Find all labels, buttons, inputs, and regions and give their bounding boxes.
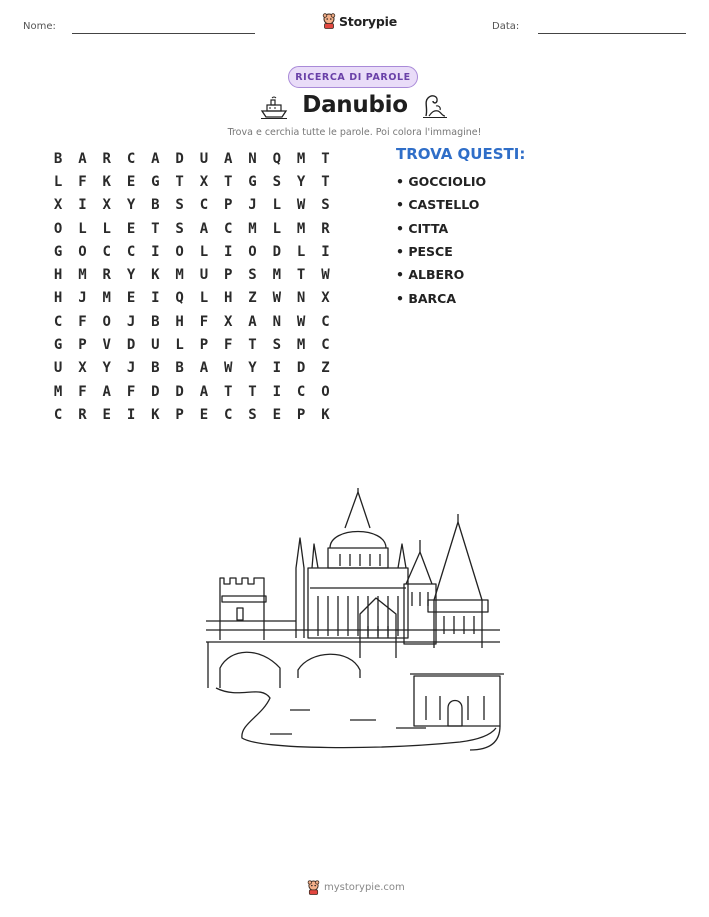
grid-cell: G bbox=[151, 173, 160, 190]
grid-cell: L bbox=[199, 243, 209, 260]
grid-cell: A bbox=[78, 150, 87, 167]
word-list-item: • CASTELLO bbox=[396, 197, 480, 213]
grid-cell: J bbox=[78, 290, 87, 307]
grid-cell: N bbox=[272, 313, 282, 330]
grid-row bbox=[46, 147, 338, 170]
grid-cell: W bbox=[321, 267, 330, 284]
grid-cell: S bbox=[175, 220, 184, 237]
date-label: Data: bbox=[492, 21, 520, 32]
grid-cell: H bbox=[53, 290, 63, 307]
grid-cell: O bbox=[248, 243, 257, 260]
grid-cell: I bbox=[78, 197, 87, 214]
grid-cell: J bbox=[126, 313, 136, 330]
grid-cell: I bbox=[272, 383, 282, 400]
grid-cell: O bbox=[78, 243, 87, 260]
grid-cell: I bbox=[272, 360, 282, 377]
grid-cell: E bbox=[126, 220, 136, 237]
grid-cell: B bbox=[151, 360, 160, 377]
grid-row bbox=[46, 357, 338, 380]
grid-cell: O bbox=[53, 220, 63, 237]
grid-cell: T bbox=[296, 267, 306, 284]
grid-cell: P bbox=[78, 337, 87, 354]
brand-name: Storypie bbox=[339, 13, 397, 29]
grid-cell: X bbox=[78, 360, 87, 377]
grid-cell: P bbox=[296, 406, 306, 423]
grid-cell: G bbox=[53, 243, 63, 260]
grid-cell: A bbox=[199, 383, 209, 400]
grid-cell: I bbox=[224, 243, 233, 260]
grid-cell: M bbox=[248, 220, 257, 237]
category-badge: RICERCA DI PAROLE bbox=[288, 66, 418, 88]
grid-cell: W bbox=[296, 313, 306, 330]
grid-cell: K bbox=[102, 173, 111, 190]
grid-cell: C bbox=[296, 383, 306, 400]
grid-row bbox=[46, 380, 338, 403]
grid-cell: B bbox=[151, 197, 160, 214]
grid-cell: F bbox=[78, 313, 87, 330]
grid-row bbox=[46, 310, 338, 333]
grid-cell: P bbox=[224, 267, 233, 284]
date-line bbox=[538, 33, 686, 34]
grid-cell: M bbox=[175, 267, 184, 284]
grid-cell: Y bbox=[296, 173, 306, 190]
word-search-grid bbox=[46, 147, 338, 427]
footer bbox=[307, 880, 405, 895]
grid-cell: Y bbox=[248, 360, 257, 377]
grid-cell: T bbox=[224, 173, 233, 190]
word-list bbox=[396, 170, 486, 310]
grid-cell: O bbox=[175, 243, 184, 260]
grid-cell: C bbox=[53, 313, 63, 330]
grid-cell: E bbox=[272, 406, 282, 423]
grid-cell: S bbox=[175, 197, 184, 214]
grid-cell: S bbox=[248, 406, 257, 423]
wave-icon bbox=[420, 92, 448, 120]
grid-cell: C bbox=[321, 337, 330, 354]
grid-cell: O bbox=[321, 383, 330, 400]
grid-cell: M bbox=[272, 267, 282, 284]
grid-cell: D bbox=[272, 243, 282, 260]
grid-cell: K bbox=[151, 406, 160, 423]
ship-icon bbox=[259, 94, 289, 120]
grid-cell: F bbox=[126, 383, 136, 400]
grid-row bbox=[46, 263, 338, 286]
storypie-mascot-icon bbox=[322, 13, 336, 29]
grid-cell: W bbox=[272, 290, 282, 307]
grid-cell: R bbox=[321, 220, 330, 237]
grid-cell: S bbox=[321, 197, 330, 214]
grid-cell: N bbox=[248, 150, 257, 167]
grid-cell: A bbox=[151, 150, 160, 167]
word-list-item: • BARCA bbox=[396, 290, 457, 306]
grid-row bbox=[46, 287, 338, 310]
grid-cell: C bbox=[321, 313, 330, 330]
grid-cell: X bbox=[321, 290, 330, 307]
name-line bbox=[72, 33, 255, 34]
grid-cell: W bbox=[296, 197, 306, 214]
page-title: Danubio bbox=[302, 92, 408, 118]
grid-cell: X bbox=[199, 173, 209, 190]
grid-cell: M bbox=[53, 383, 63, 400]
grid-cell: R bbox=[102, 150, 111, 167]
grid-cell: S bbox=[248, 267, 257, 284]
grid-cell: B bbox=[151, 313, 160, 330]
grid-cell: Z bbox=[248, 290, 257, 307]
grid-cell: F bbox=[78, 383, 87, 400]
grid-row bbox=[46, 403, 338, 426]
grid-cell: K bbox=[151, 267, 160, 284]
grid-cell: F bbox=[199, 313, 209, 330]
grid-row bbox=[46, 194, 338, 217]
grid-cell: L bbox=[53, 173, 63, 190]
grid-cell: Z bbox=[321, 360, 330, 377]
grid-cell: R bbox=[78, 406, 87, 423]
grid-cell: J bbox=[248, 197, 257, 214]
grid-cell: L bbox=[78, 220, 87, 237]
footer-url: mystorypie.com bbox=[324, 882, 405, 893]
grid-cell: Y bbox=[102, 360, 111, 377]
grid-cell: A bbox=[248, 313, 257, 330]
grid-cell: T bbox=[151, 220, 160, 237]
grid-cell: E bbox=[199, 406, 209, 423]
grid-cell: K bbox=[321, 406, 330, 423]
grid-cell: T bbox=[175, 173, 184, 190]
grid-cell: M bbox=[296, 150, 306, 167]
grid-cell: X bbox=[53, 197, 63, 214]
instructions: Trova e cerchia tutte le parole. Poi colora l'immagine! bbox=[227, 127, 482, 138]
grid-cell: U bbox=[199, 267, 209, 284]
grid-row bbox=[46, 217, 338, 240]
grid-cell: F bbox=[224, 337, 233, 354]
grid-cell: Q bbox=[175, 290, 184, 307]
word-list-item: • GOCCIOLIO bbox=[396, 174, 487, 190]
grid-cell: Y bbox=[126, 267, 136, 284]
grid-cell: G bbox=[248, 173, 257, 190]
grid-cell: T bbox=[248, 383, 257, 400]
grid-cell: P bbox=[175, 406, 184, 423]
grid-cell: U bbox=[199, 150, 209, 167]
grid-cell: T bbox=[321, 173, 330, 190]
grid-cell: D bbox=[175, 383, 184, 400]
grid-cell: M bbox=[296, 220, 306, 237]
grid-cell: C bbox=[53, 406, 63, 423]
grid-cell: F bbox=[78, 173, 87, 190]
grid-cell: E bbox=[102, 406, 111, 423]
grid-cell: A bbox=[199, 220, 209, 237]
grid-cell: U bbox=[53, 360, 63, 377]
grid-cell: C bbox=[102, 243, 111, 260]
grid-cell: C bbox=[199, 197, 209, 214]
grid-cell: B bbox=[175, 360, 184, 377]
grid-cell: C bbox=[126, 150, 136, 167]
grid-cell: M bbox=[78, 267, 87, 284]
grid-cell: J bbox=[126, 360, 136, 377]
grid-cell: H bbox=[53, 267, 63, 284]
grid-cell: D bbox=[296, 360, 306, 377]
grid-cell: H bbox=[175, 313, 184, 330]
grid-cell: D bbox=[151, 383, 160, 400]
grid-cell: I bbox=[126, 406, 136, 423]
grid-cell: L bbox=[102, 220, 111, 237]
grid-cell: C bbox=[224, 406, 233, 423]
grid-cell: C bbox=[126, 243, 136, 260]
grid-cell: U bbox=[151, 337, 160, 354]
grid-cell: I bbox=[151, 290, 160, 307]
word-list-item: • ALBERO bbox=[396, 267, 465, 283]
name-label: Nome: bbox=[23, 21, 56, 32]
grid-cell: E bbox=[126, 173, 136, 190]
grid-cell: H bbox=[224, 290, 233, 307]
grid-row bbox=[46, 240, 338, 263]
grid-cell: G bbox=[53, 337, 63, 354]
grid-cell: Y bbox=[126, 197, 136, 214]
grid-cell: L bbox=[199, 290, 209, 307]
word-list-item: • PESCE bbox=[396, 244, 453, 260]
grid-cell: D bbox=[126, 337, 136, 354]
grid-cell: M bbox=[102, 290, 111, 307]
grid-cell: P bbox=[224, 197, 233, 214]
grid-cell: O bbox=[102, 313, 111, 330]
grid-row bbox=[46, 170, 338, 193]
grid-cell: X bbox=[102, 197, 111, 214]
grid-cell: A bbox=[224, 150, 233, 167]
grid-cell: A bbox=[102, 383, 111, 400]
grid-cell: Q bbox=[272, 150, 282, 167]
grid-cell: A bbox=[199, 360, 209, 377]
grid-cell: M bbox=[296, 337, 306, 354]
grid-cell: I bbox=[151, 243, 160, 260]
grid-cell: T bbox=[248, 337, 257, 354]
grid-cell: B bbox=[53, 150, 63, 167]
grid-cell: E bbox=[126, 290, 136, 307]
grid-cell: L bbox=[272, 220, 282, 237]
words-heading: TROVA QUESTI: bbox=[396, 145, 526, 163]
grid-cell: I bbox=[321, 243, 330, 260]
grid-cell: V bbox=[102, 337, 111, 354]
grid-cell: D bbox=[175, 150, 184, 167]
grid-cell: L bbox=[175, 337, 184, 354]
budapest-coloring-illustration bbox=[200, 488, 510, 758]
grid-cell: X bbox=[224, 313, 233, 330]
grid-cell: C bbox=[224, 220, 233, 237]
storypie-mascot-icon bbox=[307, 880, 320, 895]
grid-cell: W bbox=[224, 360, 233, 377]
grid-cell: P bbox=[199, 337, 209, 354]
word-list-item: • CITTA bbox=[396, 220, 449, 236]
grid-cell: R bbox=[102, 267, 111, 284]
grid-row bbox=[46, 333, 338, 356]
grid-cell: L bbox=[296, 243, 306, 260]
grid-cell: T bbox=[321, 150, 330, 167]
grid-cell: S bbox=[272, 337, 282, 354]
grid-cell: S bbox=[272, 173, 282, 190]
grid-cell: N bbox=[296, 290, 306, 307]
grid-cell: T bbox=[224, 383, 233, 400]
brand-logo bbox=[322, 13, 397, 29]
grid-cell: L bbox=[272, 197, 282, 214]
